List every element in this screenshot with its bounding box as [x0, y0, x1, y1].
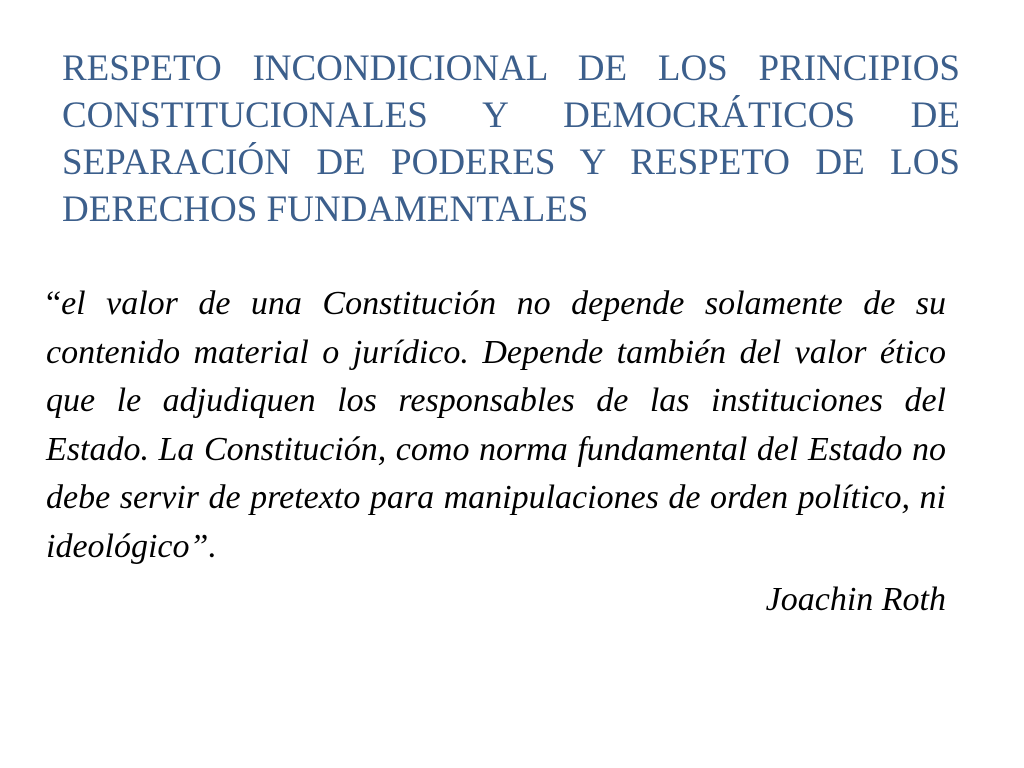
quote-paragraph: [46, 280, 946, 571]
quote-text: el valor de una Constitución no depende solamente de su contenido material o jurídico. Depende también del valor ético que le adjudiquen los responsables de las instituciones del Estado. La Constitución, como norma fundamental del Estado no debe servir de pretexto para manipulaciones de orden político, ni ideológico”.: [46, 285, 946, 565]
quote-open-mark: “: [46, 285, 62, 322]
slide-title: RESPETO INCONDICIONAL DE LOS PRINCIPIOS CONSTITUCIONALES Y DEMOCRÁTICOS DE SEPARACIÓN DE PODERES Y RESPETO DE LOS DERECHOS FUNDAMENTALES: [62, 48, 960, 230]
quote-author: Joachin Roth: [765, 581, 946, 618]
